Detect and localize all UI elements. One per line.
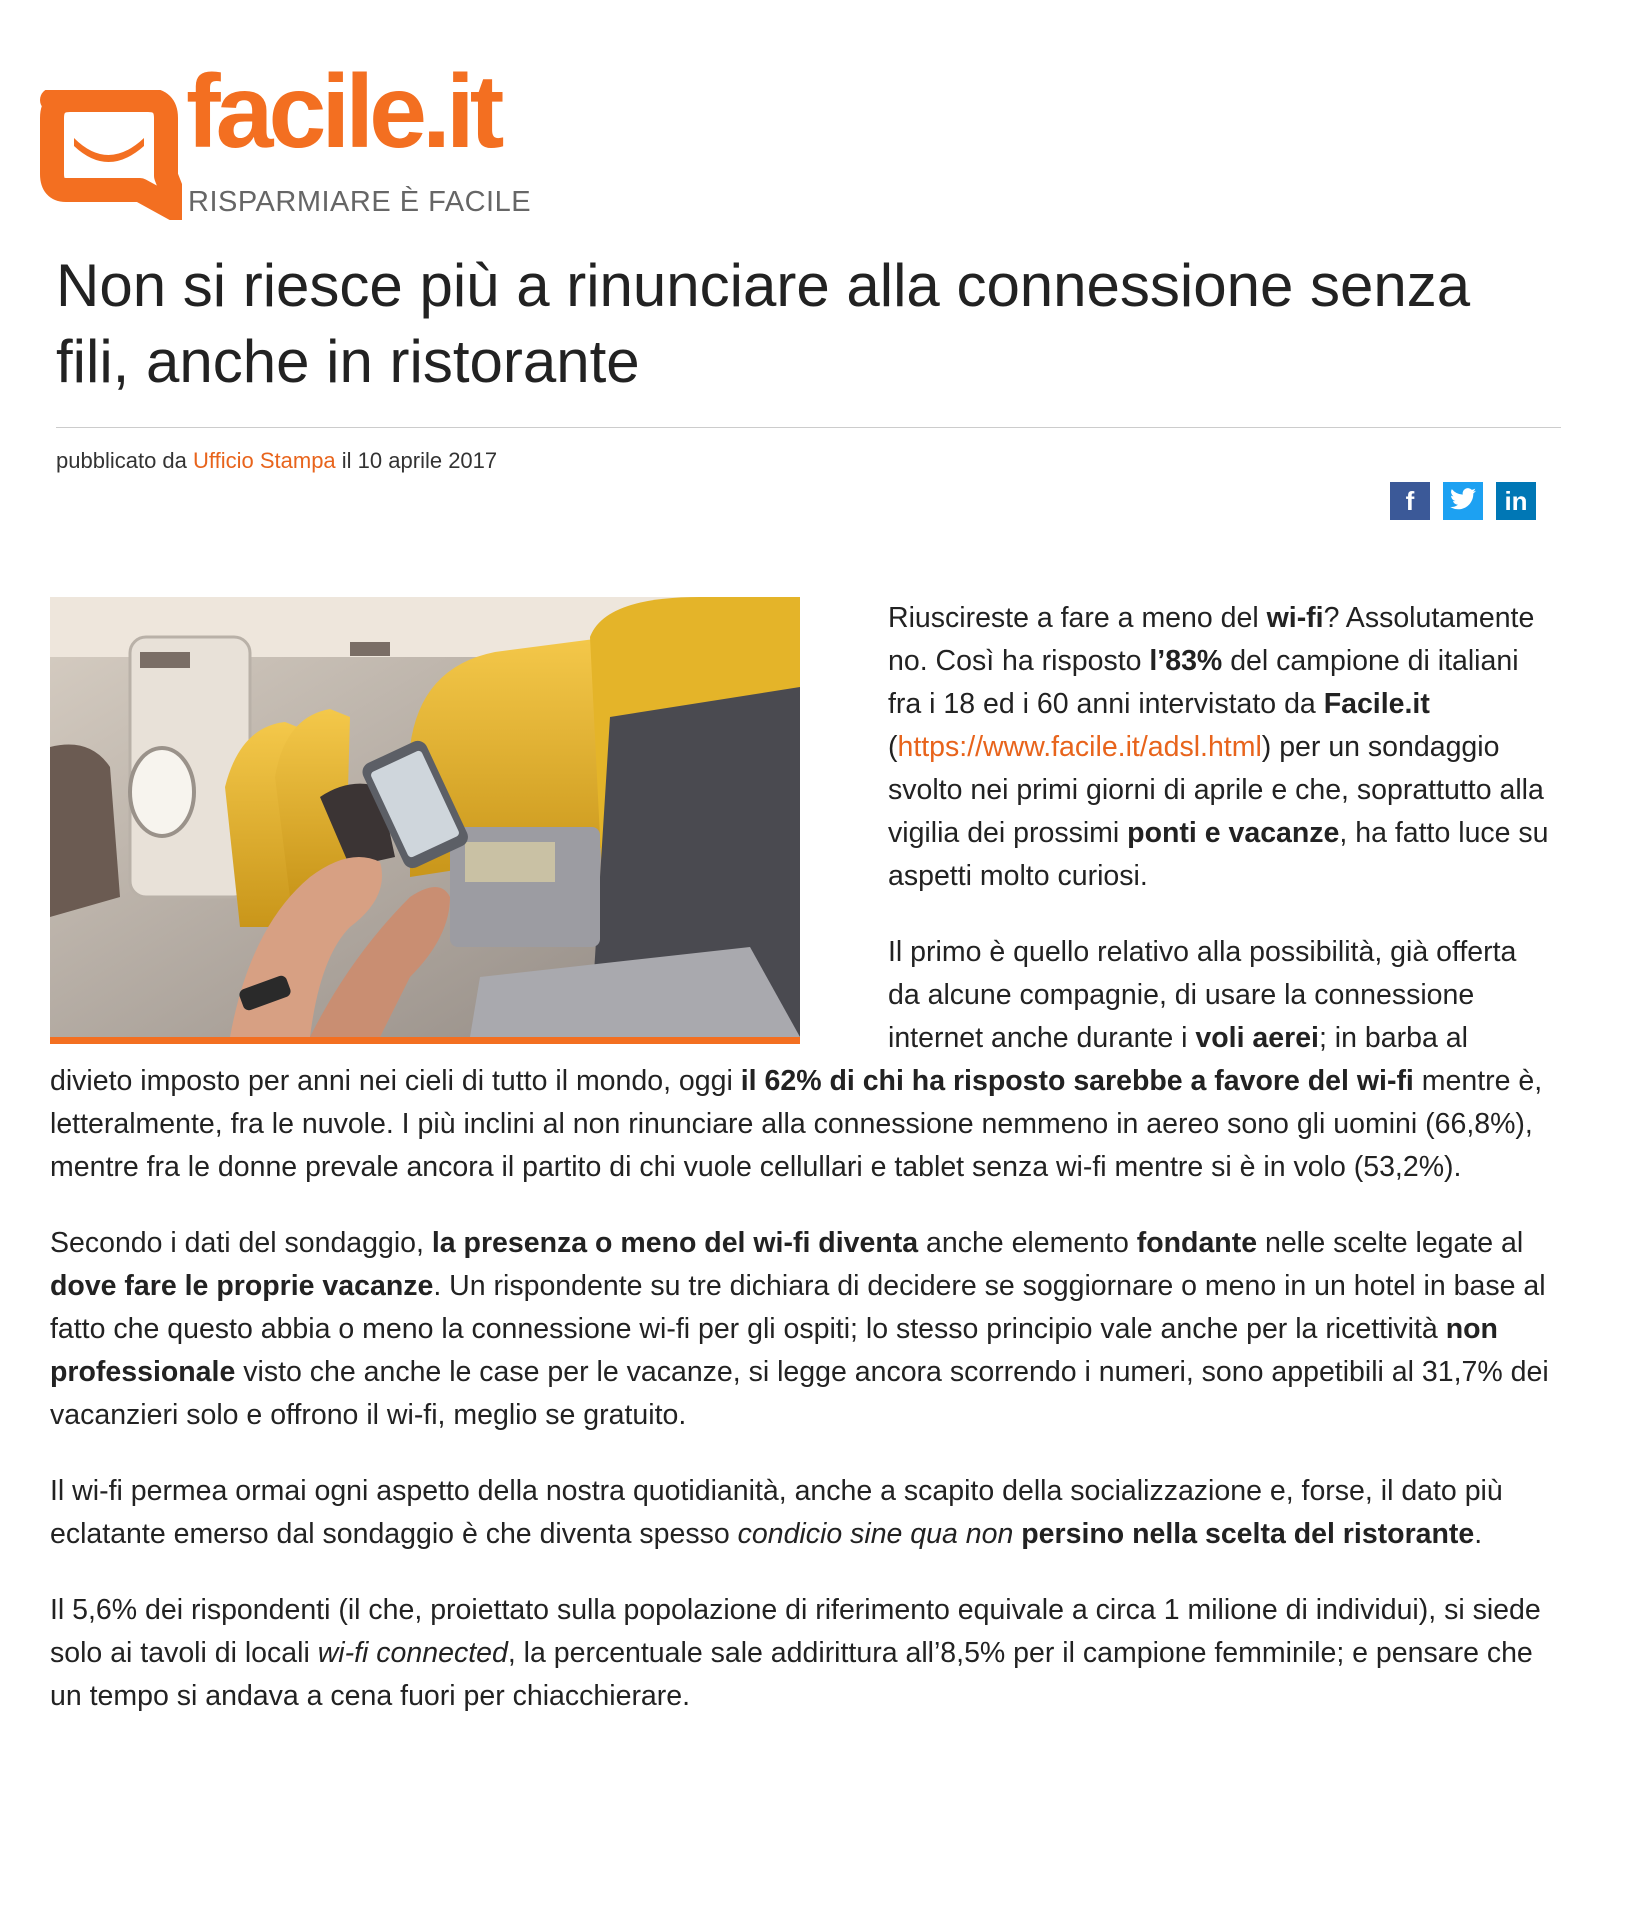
paragraph-5: Il 5,6% dei rispondenti (il che, proiettato sulla popolazione di riferimento equivale a circa 1 milione di individui), si siede solo ai tavoli di locali wi-fi connected, la percentuale sale addirittura all’8,5% per il campione femminile; e pensare che un tempo si andava a cena fuori per chiacchierare. [50, 1594, 1541, 1712]
paragraph-1: Riuscireste a fare a meno del wi-fi? Assolutamente no. Così ha risposto l’83% del campione di italiani fra i 18 ed i 60 anni intervistato da Facile.it (https://www.facile.it/adsl.html) per un sondaggio svolto nei primi giorni di aprile e che, soprattutto alla vigilia dei prossimi ponti e vacanze, ha fatto luce su aspetti molto curiosi. [888, 602, 1549, 892]
logo-wordmark: facile.it [186, 54, 500, 170]
paragraph-4: Il wi-fi permea ormai ogni aspetto della nostra quotidianità, anche a scapito della socializzazione e, forse, il dato più eclatante emerso dal sondaggio è che diventa spesso condicio sine qua non persino nella scelta del ristorante. [50, 1475, 1503, 1550]
article-meta [56, 448, 497, 474]
twitter-share-button[interactable] [1443, 482, 1483, 520]
social-share [1390, 482, 1536, 520]
airplane-passenger-using-smartphone-photo [50, 597, 800, 1044]
meta-prefix: pubblicato da [56, 448, 187, 473]
title-divider [56, 427, 1561, 428]
linkedin-icon: in [1504, 486, 1528, 516]
twitter-icon [1450, 488, 1476, 514]
article-title: Non si riesce più a rinunciare alla connessione senza fili, anche in ristorante [56, 252, 1471, 395]
paragraph-3: Secondo i dati del sondaggio, la presenza o meno del wi-fi diventa anche elemento fondante nelle scelte legate al dove fare le proprie vacanze. Un rispondente su tre dichiara di decidere se soggiornare o meno in un hotel in base al fatto che questo abbia o meno la connessione wi-fi per gli ospiti; lo stesso principio vale anche per la ricettività non professionale visto che anche le case per le vacanze, si legge ancora scorrendo i numeri, sono appetibili al 31,7% dei vacanzieri solo e offrono il wi-fi, meglio se gratuito. [50, 1227, 1549, 1431]
speech-bubble-smile-icon [36, 90, 182, 220]
site-logo[interactable] [36, 54, 556, 226]
facebook-share-button[interactable] [1390, 482, 1430, 520]
meta-date: il 10 aprile 2017 [341, 448, 498, 473]
logo-tagline: RISPARMIARE È FACILE [188, 186, 532, 218]
photo-illustration [50, 597, 800, 1037]
paragraph-2: Il primo è quello relativo alla possibilità, già offerta da alcune compagnie, di usare la connessione internet anche durante i voli aerei; in barba al divieto imposto per anni nei cieli di tutto il mondo, oggi il 62% di chi ha risposto sarebbe a favore del wi-fi mentre è, letteralmente, fra le nuvole. I più inclini al non rinunciare alla connessione nemmeno in aereo sono gli uomini (66,8%), mentre fra le donne prevale ancora il partito di chi vuole cellullari e tablet senza wi-fi mentre si è in volo (53,2%). [50, 936, 1543, 1183]
author-link[interactable]: Ufficio Stampa [193, 448, 336, 473]
article-body [50, 597, 1555, 1751]
adsl-link[interactable]: https://www.facile.it/adsl.html [897, 731, 1262, 763]
facebook-icon: f [1405, 486, 1415, 516]
linkedin-share-button[interactable] [1496, 482, 1536, 520]
